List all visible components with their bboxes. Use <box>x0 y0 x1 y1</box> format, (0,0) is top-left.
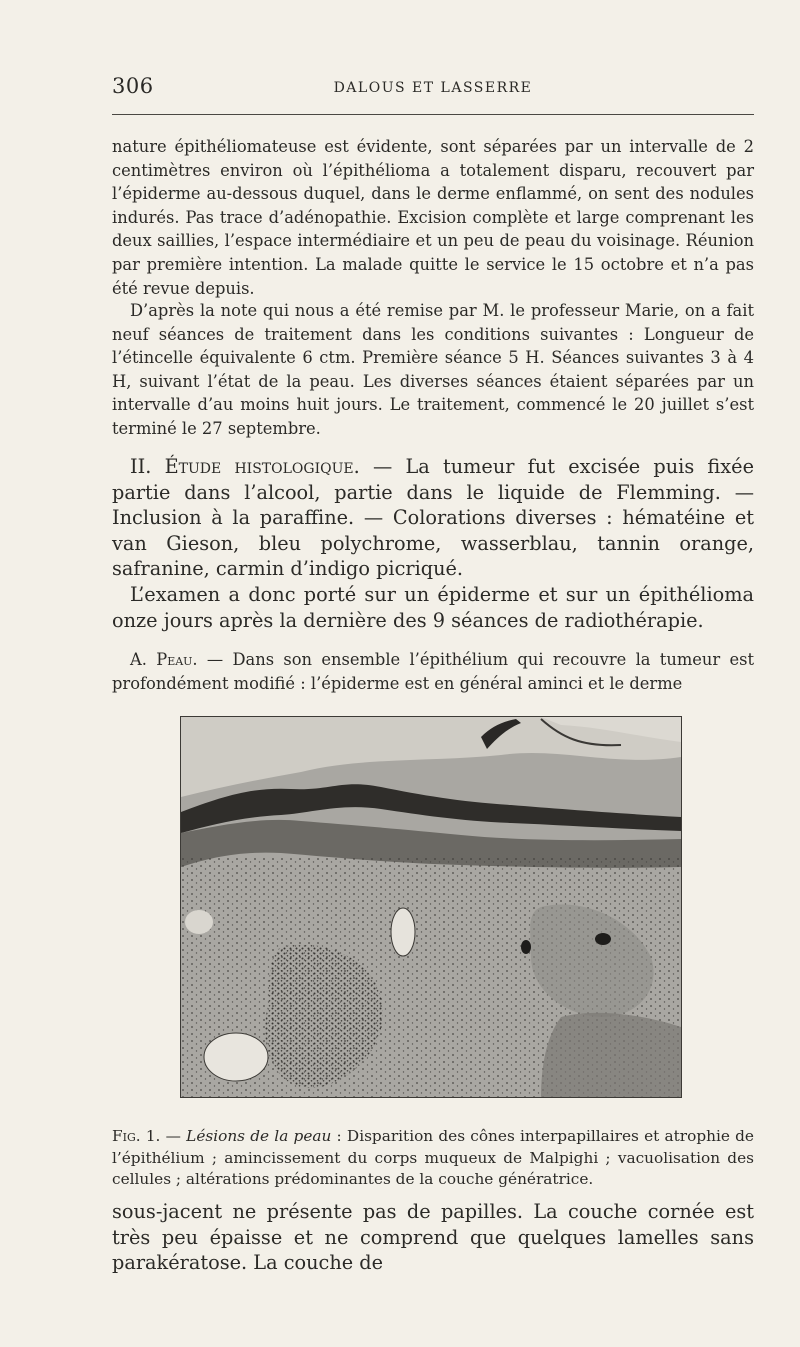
micrograph-image <box>181 717 681 1097</box>
subsection-heading-skin: A. Peau. <box>130 650 198 669</box>
paragraph-case-description: nature épithéliomateuse est évidente, sont séparées par un intervalle de 2 centimètres environ où l’épithélioma a totalement disparu, recouvert par l’épiderme au-dessous duquel, dans le derme enflammé, on sent des nodules indurés. Pas trace d’adénopathie. Excision complète et large comprenant les deux saillies, l’espace intermédiaire et un peu de peau du voisinage. Réunion par première intention. La malade quitte le service le 15 octobre et n’a pas été revue depuis. <box>112 137 754 298</box>
paragraph-histology-study <box>112 454 754 582</box>
paragraph-treatment-note: D’après la note qui nous a été remise par M. le professeur Marie, on a fait neuf séances de traitement dans les conditions suivantes : Longueur de l’étincelle équivalente 6 ctm. Première séance 5 H. Séances suivantes 3 à 4 H, suivant l’état de la peau. Les diverses séances étaient séparées par un intervalle d’au moins huit jours. Le traitement, commencé le 20 juillet s’est terminé le 27 septembre. <box>112 301 754 438</box>
section-heading-histology: II. Étude histologique. <box>130 455 360 478</box>
paragraph-examination: L’examen a donc porté sur un épiderme et sur un épithélioma onze jours après la dernière des 9 séances de radiothérapie. <box>112 583 754 632</box>
page-number: 306 <box>112 74 154 98</box>
running-title: DALOUS ET LASSERRE <box>333 80 533 96</box>
figure-caption-text: : Disparition des cônes interpapillaires et atrophie de l’épithélium ; amincissement du corps muqueux de Malpighi ; vacuolisation des cellules ; altérations prédominantes de la couche génératrice. <box>112 1127 754 1189</box>
paragraph-continuation: sous-jacent ne présente pas de papilles. La couche cornée est très peu épaisse et ne comprend que quelques lamelles sans parakératose. La couche de <box>112 1200 754 1274</box>
figure-title: Lésions de la peau <box>186 1127 332 1146</box>
running-head <box>112 74 754 104</box>
figure-micrograph <box>180 716 682 1098</box>
histology-study-text: — La tumeur fut excisée puis fixée partie dans l’alcool, partie dans le liquide de Flemming. — Inclusion à la paraffine. — Colorations diverses : hématéine et van Gieson, bleu polychrome, wasserblau, tannin orange, safranine, carmin d’indigo picriqué. <box>112 455 754 580</box>
figure-caption: Fig. 1. — Lésions de la peau : Disparition des cônes interpapillaires et atrophie de l’épithélium ; amincissement du corps muqueux de Malpighi ; vacuolisation des cellules ; altérations prédominantes de la couche génératrice. <box>112 1127 754 1189</box>
header-rule <box>112 114 754 115</box>
skin-text: — Dans son ensemble l’épithélium qui recouvre la tumeur est profondément modifié : l’épiderme est en général aminci et le derme <box>112 650 754 693</box>
figure-label: Fig. 1. <box>112 1127 161 1146</box>
paragraph-skin <box>112 648 754 695</box>
